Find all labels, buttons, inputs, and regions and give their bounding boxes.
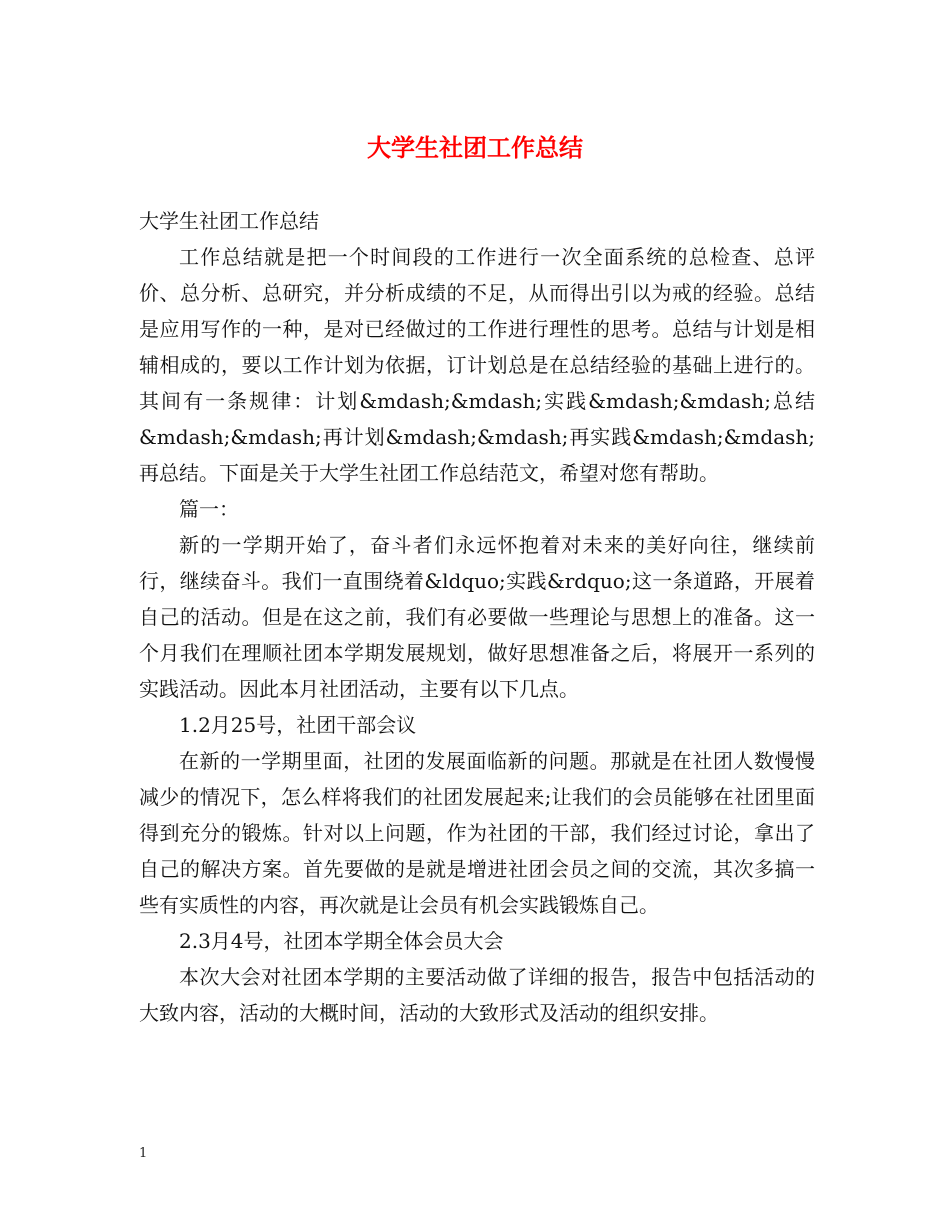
paragraph-heading: 大学生社团工作总结 <box>139 209 319 233</box>
paragraph-body: 本次大会对社团本学期的主要活动做了详细的报告，报告中包括活动的大致内容，活动的大概时间，活动的大致形式及活动的组织安排。 <box>139 965 815 1025</box>
paragraph-intro: 工作总结就是把一个时间段的工作进行一次全面系统的总检查、总评价、总分析、总研究，并分析成绩的不足，从而得出引以为戒的经验。总结是应用写作的一种，是对已经做过的工作进行理性的思考。总结与计划是相辅相成的，要以工作计划为依据，订计划总是在总结经验的基础上进行的。其间有一条规律：计划&mdash;&mdash;实践&mdash;&mdash;总结&mdash;&mdash;再计划&mdash;&mdash;再实践&mdash;&mdash;再总结。下面是关于大学生社团工作总结范文，希望对您有帮助。 <box>139 245 815 485</box>
document-body <box>139 203 815 1031</box>
document-title: 大学生社团工作总结 <box>367 133 583 162</box>
paragraph-item-heading: 1.2月25号，社团干部会议 <box>179 713 417 737</box>
paragraph-item-heading: 2.3月4号，社团本学期全体会员大会 <box>179 929 504 953</box>
paragraph-body: 新的一学期开始了，奋斗者们永远怀抱着对未来的美好向往，继续前行，继续奋斗。我们一直围绕着&ldquo;实践&rdquo;这一条道路，开展着自己的活动。但是在这之前，我们有必要做一些理论与思想上的准备。这一个月我们在理顺社团本学期发展规划，做好思想准备之后，将展开一系列的实践活动。因此本月社团活动，主要有以下几点。 <box>139 533 815 701</box>
paragraph-section-label: 篇一： <box>179 497 239 521</box>
page-number: 1 <box>139 1146 148 1161</box>
paragraph-body: 在新的一学期里面，社团的发展面临新的问题。那就是在社团人数慢慢减少的情况下，怎么样将我们的社团发展起来;让我们的会员能够在社团里面得到充分的锻炼。针对以上问题，作为社团的干部，我们经过讨论，拿出了自己的解决方案。首先要做的是就是增进社团会员之间的交流，其次多搞一些有实质性的内容，再次就是让会员有机会实践锻炼自己。 <box>139 749 815 917</box>
